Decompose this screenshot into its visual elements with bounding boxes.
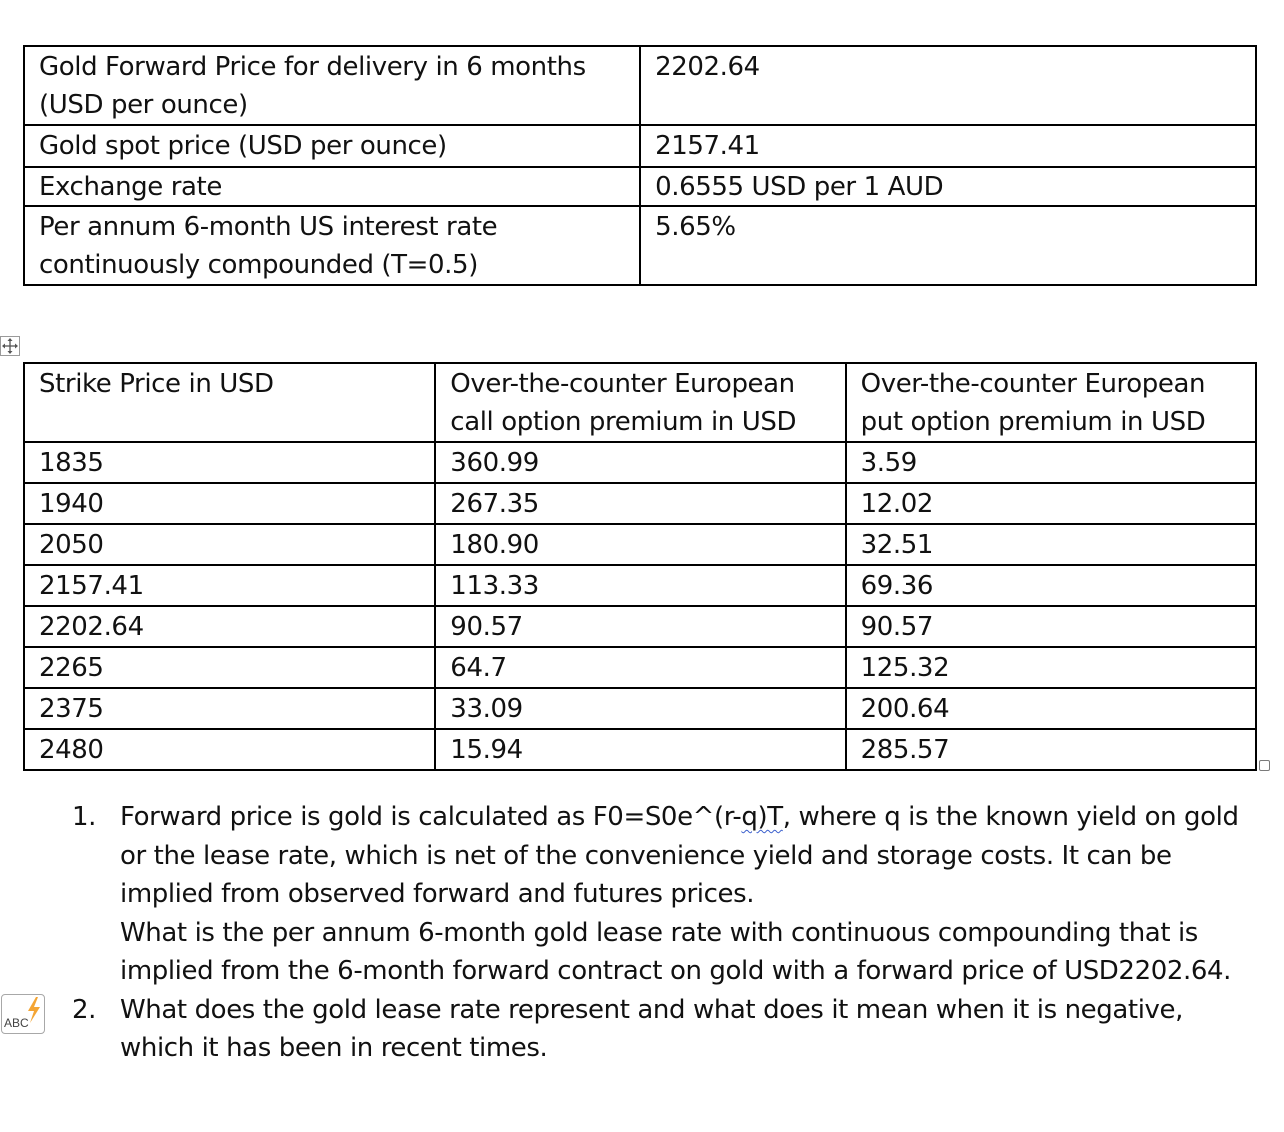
spelling-check-button[interactable]: [1, 994, 45, 1034]
strike-cell[interactable]: 2265: [24, 647, 435, 688]
put-cell[interactable]: 12.02: [846, 483, 1256, 524]
call-cell[interactable]: 360.99: [435, 442, 845, 483]
table-row: [24, 125, 1256, 167]
table-row: [24, 524, 1256, 565]
table-cell[interactable]: [640, 125, 1256, 167]
header-call-line1: Over-the-counter European: [450, 369, 795, 399]
header-call[interactable]: [435, 363, 845, 442]
table-row: [24, 729, 1256, 770]
exchange-rate-label: Exchange rate: [39, 172, 222, 202]
header-call-line2: call option premium in USD: [450, 407, 797, 437]
call-cell[interactable]: 64.7: [435, 647, 845, 688]
table-cell[interactable]: [640, 46, 1256, 125]
list-item[interactable]: [64, 991, 1264, 1068]
table-cell[interactable]: [24, 167, 640, 206]
put-cell[interactable]: 69.36: [846, 565, 1256, 606]
interest-rate-value: 5.65%: [655, 212, 736, 242]
strike-cell[interactable]: 1835: [24, 442, 435, 483]
table-cell[interactable]: [640, 206, 1256, 285]
table-cell[interactable]: [640, 167, 1256, 206]
interest-rate-label-detail: continuously compounded (T=0.5): [39, 250, 478, 280]
put-cell[interactable]: 3.59: [846, 442, 1256, 483]
put-cell[interactable]: 90.57: [846, 606, 1256, 647]
put-cell[interactable]: 200.64: [846, 688, 1256, 729]
strike-cell[interactable]: 2375: [24, 688, 435, 729]
exchange-rate-value: 0.6555 USD per 1 AUD: [655, 172, 944, 202]
question-number: 1.: [72, 802, 97, 832]
spot-price-label: Gold spot price (USD per ounce): [39, 131, 447, 161]
options-premium-table: [23, 362, 1257, 771]
call-cell[interactable]: 180.90: [435, 524, 845, 565]
table-row: [24, 167, 1256, 206]
forward-price-value: 2202.64: [655, 52, 760, 82]
table-row: [24, 688, 1256, 729]
strike-cell[interactable]: 1940: [24, 483, 435, 524]
spelling-flagged-text[interactable]: q)T: [741, 802, 783, 832]
call-cell[interactable]: 90.57: [435, 606, 845, 647]
put-cell[interactable]: 32.51: [846, 524, 1256, 565]
table-move-handle[interactable]: [0, 336, 20, 356]
call-cell[interactable]: 267.35: [435, 483, 845, 524]
strike-cell[interactable]: 2157.41: [24, 565, 435, 606]
strike-cell[interactable]: 2202.64: [24, 606, 435, 647]
header-strike-text: Strike Price in USD: [39, 369, 274, 399]
table-cell[interactable]: [24, 125, 640, 167]
put-cell[interactable]: 125.32: [846, 647, 1256, 688]
table-row: [24, 565, 1256, 606]
forward-price-label: Gold Forward Price for delivery in 6 months: [39, 52, 586, 82]
table-cell[interactable]: [24, 206, 640, 285]
header-put-line2: put option premium in USD: [860, 407, 1206, 437]
table-header-row: [24, 363, 1256, 442]
question-text: What is the per annum 6-month gold lease rate with continuous compounding that is implied from the 6-month forward contract on gold with a forward price of USD2202.64.: [120, 917, 1232, 986]
call-cell[interactable]: 15.94: [435, 729, 845, 770]
question-text: , where q is the known yield on gold or the lease rate, which is net of the convenience yield and storage costs. It can be implied from observed forward and futures prices.: [120, 802, 1239, 909]
strike-cell[interactable]: 2480: [24, 729, 435, 770]
forward-price-label-unit: (USD per ounce): [39, 90, 248, 120]
header-put-line1: Over-the-counter European: [860, 369, 1206, 399]
put-cell[interactable]: 285.57: [846, 729, 1256, 770]
table-row: [24, 46, 1256, 125]
table-row: [24, 606, 1256, 647]
four-way-arrow-icon: [1, 337, 19, 355]
interest-rate-label: Per annum 6-month US interest rate: [39, 212, 498, 242]
spelling-check-label: ABC: [4, 1016, 29, 1030]
question-number: 2.: [72, 994, 97, 1025]
question-text: What does the gold lease rate represent and what does it mean when it is negative, which it has been in recent times.: [120, 994, 1183, 1063]
table-resize-handle[interactable]: [1259, 760, 1270, 771]
header-strike[interactable]: [24, 363, 435, 442]
table-row: [24, 647, 1256, 688]
table-row: [24, 483, 1256, 524]
question-text: Forward price is gold is calculated as F0=S0e^(r-: [120, 802, 742, 832]
list-item[interactable]: [64, 798, 1264, 991]
call-cell[interactable]: 113.33: [435, 565, 845, 606]
header-put[interactable]: [846, 363, 1256, 442]
strike-cell[interactable]: 2050: [24, 524, 435, 565]
market-data-table: [23, 45, 1257, 286]
call-cell[interactable]: 33.09: [435, 688, 845, 729]
table-row: [24, 442, 1256, 483]
table-row: [24, 206, 1256, 285]
question-list: [64, 798, 1264, 1068]
spot-price-value: 2157.41: [655, 131, 760, 161]
table-cell[interactable]: [24, 46, 640, 125]
